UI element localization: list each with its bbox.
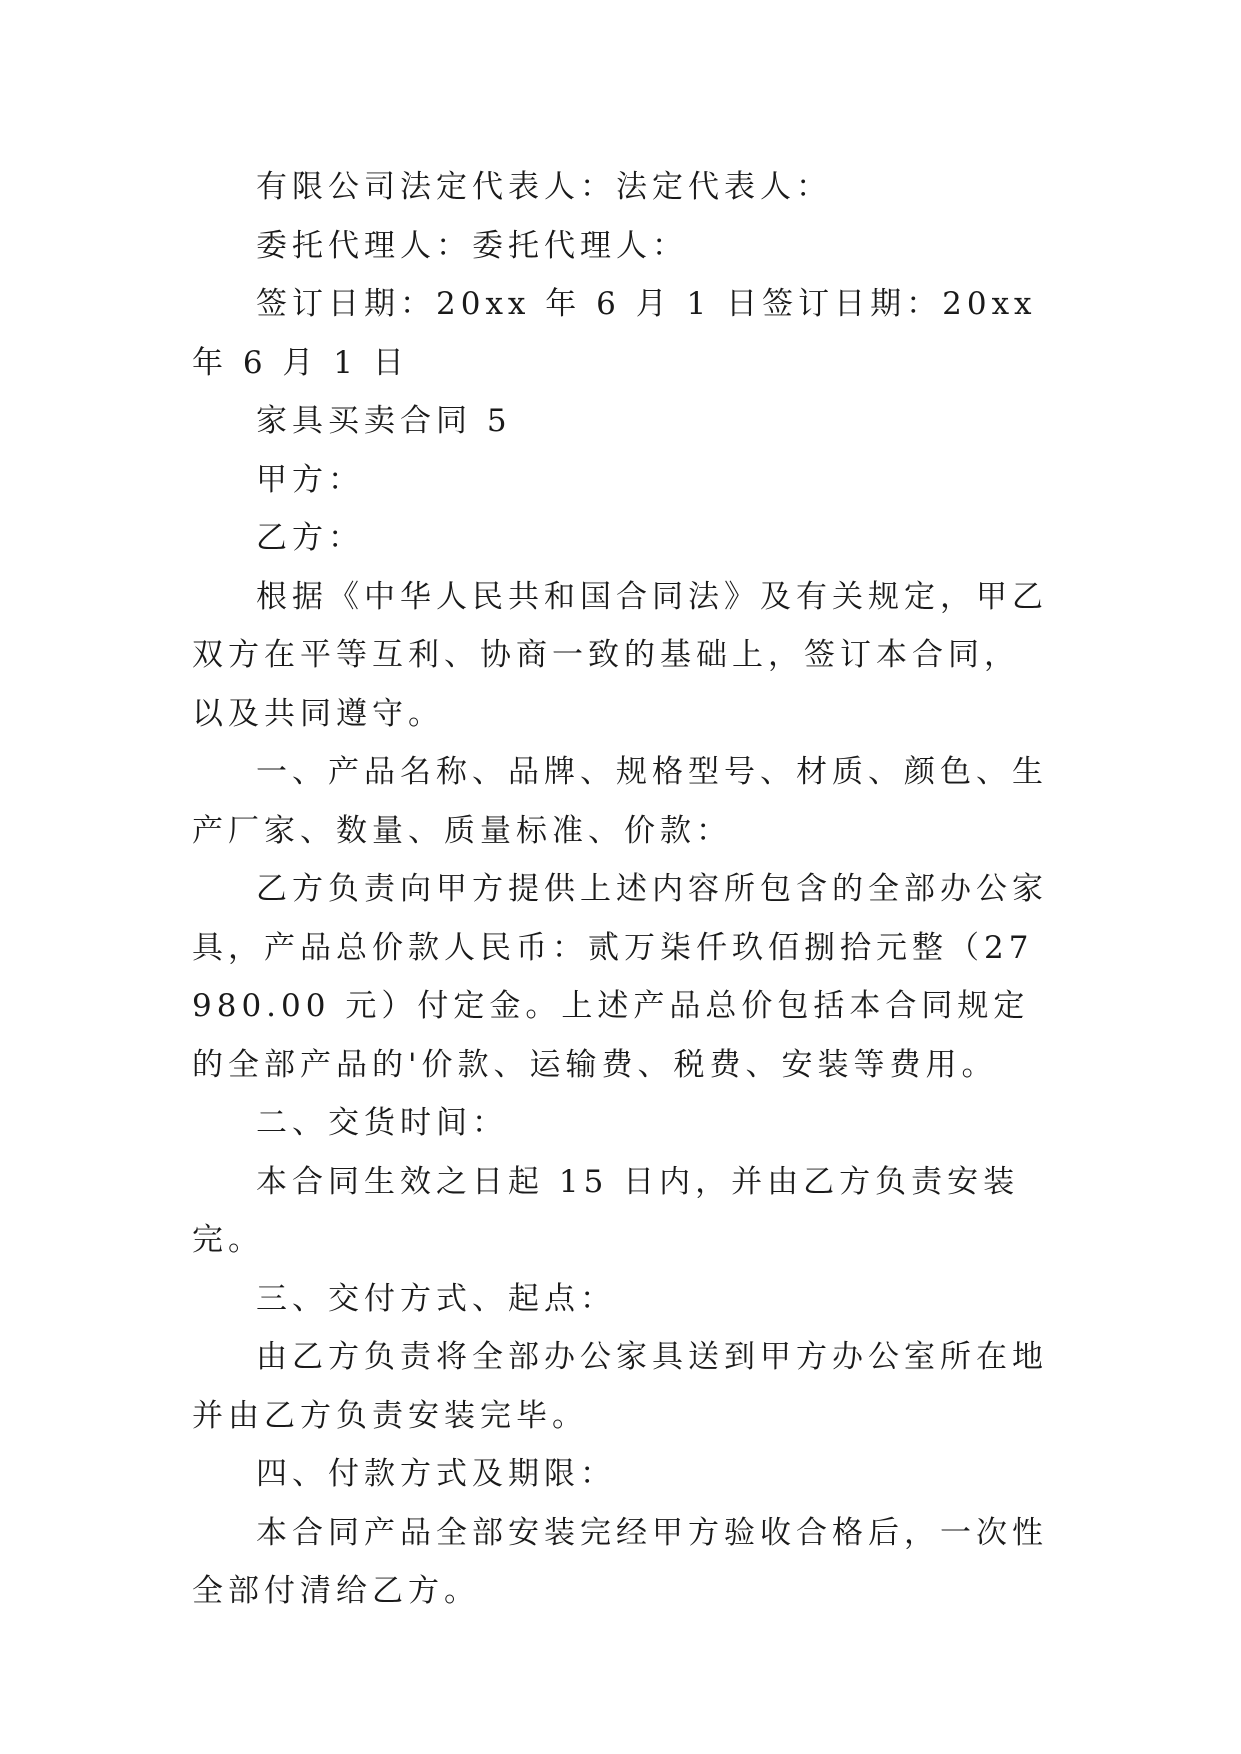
paragraph-section-1-heading: 一、产品名称、品牌、规格型号、材质、颜色、生产厂家、数量、质量标准、价款： bbox=[192, 754, 1048, 849]
paragraph-party-a: 甲方： bbox=[256, 461, 364, 498]
paragraph-section-2-heading: 二、交货时间： bbox=[256, 1105, 508, 1141]
paragraph-section-2-body: 本合同生效之日起 15 日内，并由乙方负责安装完。 bbox=[192, 1163, 1020, 1258]
paragraph-party-b: 乙方： bbox=[256, 520, 364, 556]
paragraph-preamble: 根据《中华人民共和国合同法》及有关规定，甲乙双方在平等互利、协商一致的基础上，签订本合同，以及共同遵守。 bbox=[192, 578, 1048, 732]
paragraph-authorized-agent: 委托代理人：委托代理人： bbox=[256, 227, 688, 264]
paragraph-contract-title: 家具买卖合同 5 bbox=[256, 403, 512, 439]
document-body bbox=[192, 158, 1052, 1621]
paragraph-legal-representative: 有限公司法定代表人：法定代表人： bbox=[256, 169, 832, 205]
paragraph-section-1-body: 乙方负责向甲方提供上述内容所包含的全部办公家具，产品总价款人民币：贰万柒仟玖佰捌拾元整（27980.00 元）付定金。上述产品总价包括本合同规定的全部产品的'价款、运输费、税费、安装等费用。 bbox=[192, 871, 1048, 1083]
paragraph-section-4-heading: 四、付款方式及期限： bbox=[256, 1456, 616, 1492]
paragraph-signing-date: 签订日期：20xx 年 6 月 1 日签订日期：20xx 年 6 月 1 日 bbox=[192, 286, 1037, 381]
paragraph-section-3-body: 由乙方负责将全部办公家具送到甲方办公室所在地并由乙方负责安装完毕。 bbox=[192, 1339, 1048, 1434]
paragraph-section-3-heading: 三、交付方式、起点： bbox=[256, 1280, 616, 1317]
paragraph-section-4-body: 本合同产品全部安装完经甲方验收合格后，一次性全部付清给乙方。 bbox=[192, 1514, 1048, 1609]
